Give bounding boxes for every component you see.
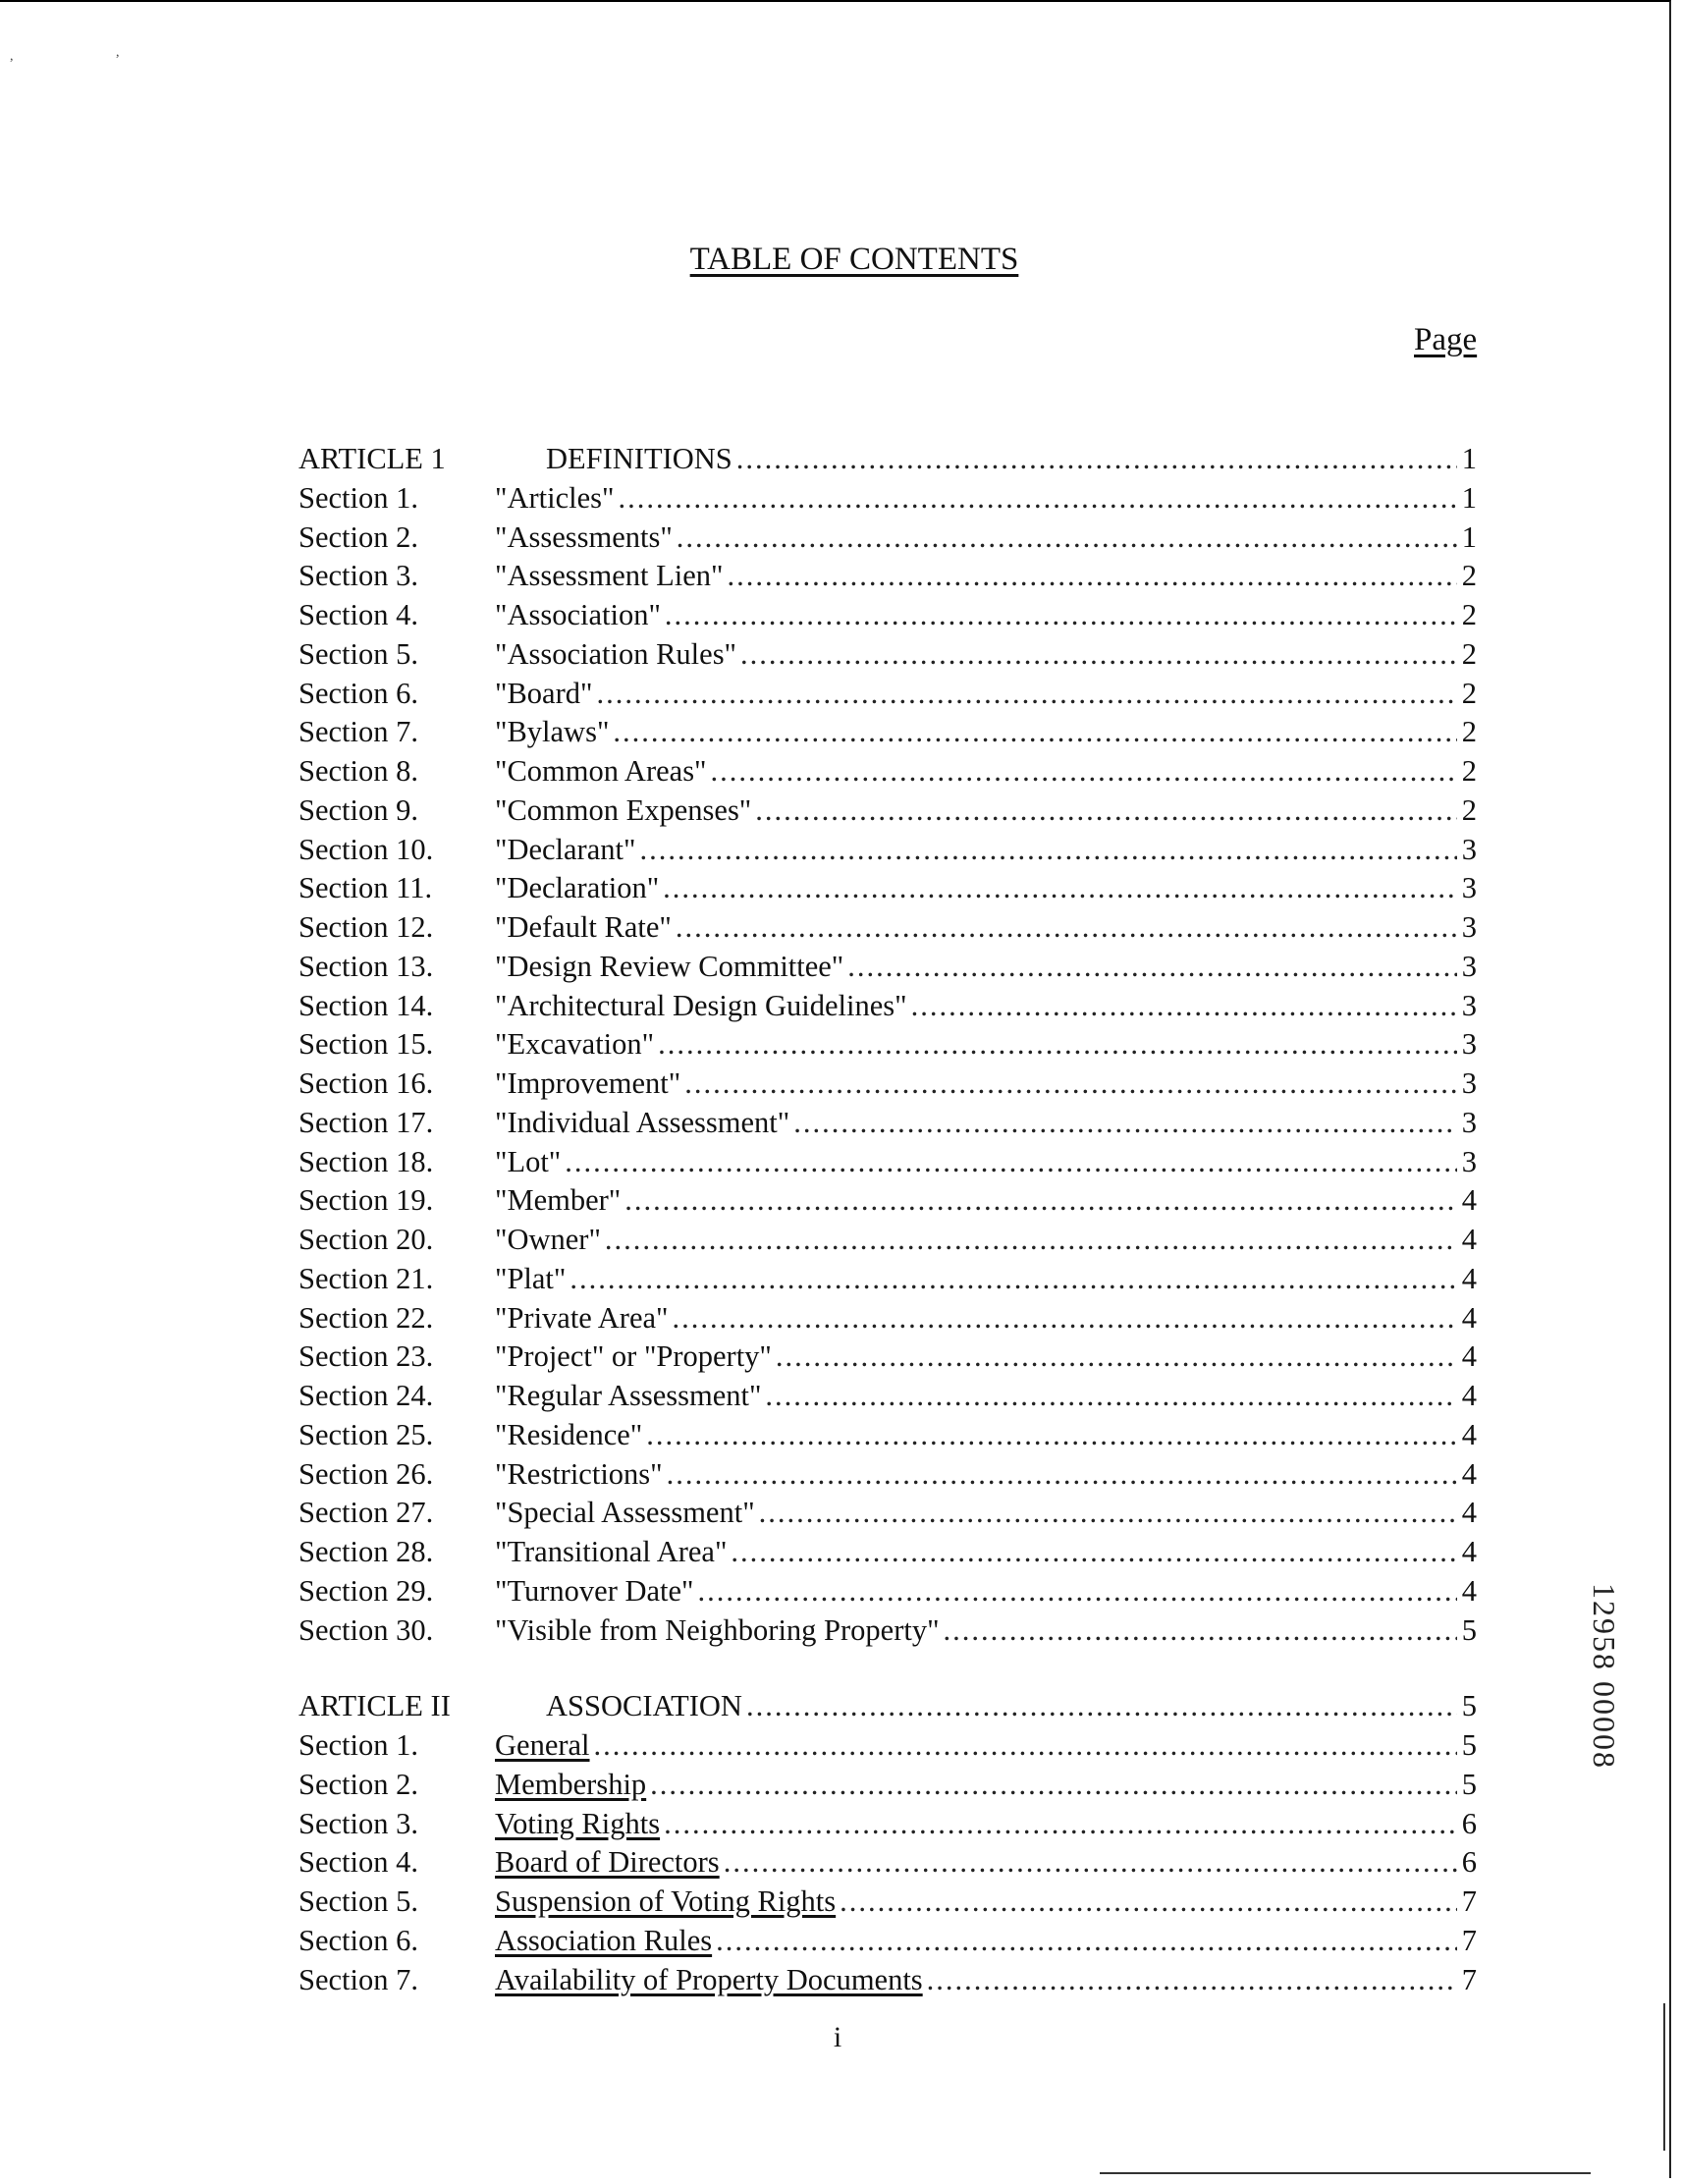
section-label: Section 29. — [298, 1573, 434, 1608]
toc-entry-row[interactable] — [298, 1805, 1477, 1844]
page-number: 1 — [1461, 480, 1477, 515]
dot-leader — [565, 1143, 1457, 1182]
section-label: Section 20. — [298, 1223, 434, 1256]
toc-entry-row[interactable] — [298, 948, 1477, 987]
table-of-contents — [298, 440, 1477, 2037]
section-title: "Residence" — [495, 1417, 643, 1451]
page-footer-number: i — [833, 2021, 842, 2053]
page-number: 2 — [1461, 792, 1477, 827]
section-title: "Board" — [495, 676, 593, 710]
article-title: DEFINITIONS — [546, 442, 732, 475]
section-label: Section 4. — [298, 598, 418, 631]
dot-leader — [677, 519, 1457, 558]
section-title: "Declarant" — [495, 832, 636, 866]
section-title: "Owner" — [495, 1223, 601, 1256]
toc-entry-row[interactable] — [298, 752, 1477, 792]
dot-leader — [793, 1104, 1457, 1143]
dot-leader — [944, 1611, 1457, 1651]
toc-entry-row[interactable] — [298, 1843, 1477, 1883]
section-title: "Design Review Committee" — [495, 949, 844, 983]
section-title: "Association" — [495, 598, 661, 631]
dot-leader — [755, 792, 1457, 831]
page-column-heading: Page — [1414, 322, 1478, 357]
page-number: 4 — [1461, 1573, 1477, 1608]
page-number: 5 — [1461, 1689, 1477, 1723]
section-title: Suspension of Voting Rights — [495, 1884, 837, 1918]
page-title: TABLE OF CONTENTS — [689, 242, 1019, 277]
page-number: 4 — [1461, 1456, 1477, 1491]
dot-leader — [639, 831, 1457, 870]
toc-entry-row[interactable] — [298, 1025, 1477, 1065]
section-label: Section 7. — [298, 1962, 418, 1996]
section-title: "Common Areas" — [495, 754, 707, 788]
page-number: 2 — [1461, 559, 1477, 593]
section-label: Section 24. — [298, 1379, 434, 1412]
page-number: 7 — [1461, 1962, 1477, 1996]
toc-entry-row[interactable] — [298, 635, 1477, 675]
section-label: Section 2. — [298, 1767, 418, 1801]
dot-leader — [759, 1494, 1457, 1533]
article-heading-row[interactable] — [298, 1687, 1477, 1726]
section-label: Section 1. — [298, 1728, 418, 1762]
dot-leader — [665, 596, 1457, 635]
dot-leader — [684, 1065, 1457, 1104]
toc-entry-row[interactable] — [298, 908, 1477, 948]
dot-leader — [664, 1805, 1457, 1844]
dot-leader — [731, 1533, 1457, 1572]
page-number: 3 — [1461, 949, 1477, 983]
page-number: 7 — [1461, 1884, 1477, 1918]
page-number: 2 — [1461, 754, 1477, 788]
dot-leader — [663, 869, 1457, 908]
toc-entry-row[interactable] — [298, 675, 1477, 714]
page-number: 4 — [1461, 1261, 1477, 1295]
page-number: 3 — [1461, 1027, 1477, 1062]
scan-edge-line — [1100, 2172, 1591, 2174]
dot-leader — [605, 1221, 1457, 1260]
page-number: 2 — [1461, 715, 1477, 749]
dot-leader — [711, 752, 1457, 792]
toc-entry-row[interactable] — [298, 1377, 1477, 1416]
page-number: 3 — [1461, 910, 1477, 944]
toc-entry-row[interactable] — [298, 1572, 1477, 1611]
page-number: 3 — [1461, 1144, 1477, 1178]
article-heading-row[interactable] — [298, 440, 1477, 479]
section-label: Section 14. — [298, 988, 434, 1022]
toc-entry-row[interactable] — [298, 987, 1477, 1026]
page-number: 2 — [1461, 598, 1477, 631]
section-title: "Common Expenses" — [495, 792, 752, 827]
dot-leader — [911, 987, 1457, 1026]
toc-entry-row[interactable] — [298, 1533, 1477, 1572]
article-label: ARTICLE 1 — [298, 442, 446, 475]
toc-entry-row[interactable] — [298, 519, 1477, 558]
toc-entry-row[interactable] — [298, 1181, 1477, 1221]
page-number: 6 — [1461, 1806, 1477, 1840]
section-label: Section 6. — [298, 1923, 418, 1957]
section-title: "Visible from Neighboring Property" — [495, 1612, 940, 1647]
document-number-stamp: 12958 00008 — [1587, 1583, 1622, 1770]
section-label: Section 5. — [298, 636, 418, 671]
toc-entry-row[interactable] — [298, 596, 1477, 635]
article-block — [298, 1687, 1477, 1999]
toc-entry-row[interactable] — [298, 1104, 1477, 1143]
dot-leader — [927, 1961, 1457, 2000]
section-title: "Excavation" — [495, 1027, 655, 1062]
section-title: "Assessment Lien" — [495, 559, 724, 593]
page-number: 4 — [1461, 1223, 1477, 1256]
toc-entry-row[interactable] — [298, 1143, 1477, 1182]
dot-leader — [676, 908, 1457, 948]
page-number: 4 — [1461, 1535, 1477, 1568]
section-label: Section 28. — [298, 1535, 434, 1568]
toc-entry-row[interactable] — [298, 713, 1477, 752]
dot-leader — [596, 675, 1457, 714]
section-label: Section 7. — [298, 715, 418, 749]
section-title: "Declaration" — [495, 871, 660, 905]
page-number: 4 — [1461, 1496, 1477, 1530]
section-title: "Transitional Area" — [495, 1535, 728, 1568]
article-title: ASSOCIATION — [546, 1689, 742, 1723]
dot-leader — [765, 1377, 1457, 1416]
section-title: "Lot" — [495, 1144, 562, 1178]
dot-leader — [724, 1843, 1457, 1883]
toc-entry-row[interactable] — [298, 1922, 1477, 1961]
dot-leader — [736, 440, 1457, 479]
dot-leader — [746, 1687, 1457, 1726]
dot-leader — [650, 1766, 1457, 1805]
section-label: Section 10. — [298, 832, 434, 866]
dot-leader — [727, 557, 1457, 596]
toc-entry-row[interactable] — [298, 1961, 1477, 2000]
toc-entry-row[interactable] — [298, 792, 1477, 831]
toc-entry-row[interactable] — [298, 1494, 1477, 1533]
dot-leader — [618, 479, 1457, 519]
toc-entry-row[interactable] — [298, 1065, 1477, 1104]
dot-leader — [716, 1922, 1457, 1961]
toc-entry-row[interactable] — [298, 1883, 1477, 1922]
page-number: 2 — [1461, 636, 1477, 671]
section-label: Section 26. — [298, 1456, 434, 1491]
dot-leader — [613, 713, 1457, 752]
page-number: 5 — [1461, 1612, 1477, 1647]
section-label: Section 12. — [298, 910, 434, 944]
dot-leader — [840, 1883, 1457, 1922]
section-title: "Architectural Design Guidelines" — [495, 988, 907, 1022]
page-number: 3 — [1461, 1105, 1477, 1139]
toc-entry-row[interactable] — [298, 1455, 1477, 1495]
section-title: "Plat" — [495, 1261, 567, 1295]
page-number: 1 — [1461, 442, 1477, 475]
section-title: "Turnover Date" — [495, 1573, 694, 1608]
section-title: "Restrictions" — [495, 1456, 663, 1491]
page-number: 3 — [1461, 1066, 1477, 1100]
toc-entry-row[interactable] — [298, 1221, 1477, 1260]
section-label: Section 17. — [298, 1105, 434, 1139]
dot-leader — [624, 1181, 1457, 1221]
dot-leader — [646, 1416, 1457, 1455]
section-label: Section 11. — [298, 871, 433, 905]
section-label: Section 5. — [298, 1884, 418, 1918]
section-label: Section 15. — [298, 1027, 434, 1062]
page-number: 4 — [1461, 1300, 1477, 1335]
dot-leader — [698, 1572, 1457, 1611]
article-label: ARTICLE II — [298, 1689, 451, 1723]
page-number: 4 — [1461, 1339, 1477, 1374]
page-number: 4 — [1461, 1183, 1477, 1218]
toc-entry-row[interactable] — [298, 1766, 1477, 1805]
section-label: Section 23. — [298, 1339, 434, 1374]
toc-entry-row[interactable] — [298, 1726, 1477, 1766]
page-number: 2 — [1461, 676, 1477, 710]
section-title: "Private Area" — [495, 1300, 669, 1335]
section-title: Voting Rights — [495, 1806, 661, 1840]
scan-speck: , — [10, 49, 14, 64]
toc-entry-row[interactable] — [298, 1416, 1477, 1455]
page-number: 5 — [1461, 1728, 1477, 1762]
dot-leader — [776, 1338, 1457, 1377]
page-number: 4 — [1461, 1379, 1477, 1412]
section-label: Section 19. — [298, 1183, 434, 1218]
section-label: Section 27. — [298, 1496, 434, 1530]
section-label: Section 1. — [298, 480, 418, 515]
page-number: 3 — [1461, 832, 1477, 866]
section-title: General — [495, 1728, 590, 1762]
section-label: Section 22. — [298, 1300, 434, 1335]
section-title: Availability of Property Documents — [495, 1962, 923, 1996]
section-label: Section 30. — [298, 1612, 434, 1647]
section-title: "Bylaws" — [495, 715, 610, 749]
dot-leader — [658, 1025, 1457, 1065]
toc-entry-row[interactable] — [298, 1260, 1477, 1299]
dot-leader — [667, 1455, 1457, 1495]
page-number: 3 — [1461, 871, 1477, 905]
section-list — [298, 1726, 1477, 1999]
toc-entry-row[interactable] — [298, 479, 1477, 519]
dot-leader — [594, 1726, 1457, 1766]
page-number: 7 — [1461, 1923, 1477, 1957]
section-title: "Regular Assessment" — [495, 1379, 762, 1412]
section-label: Section 3. — [298, 1806, 418, 1840]
scan-speck: , — [116, 45, 120, 60]
section-label: Section 2. — [298, 519, 418, 554]
section-title: Membership — [495, 1767, 647, 1801]
section-label: Section 16. — [298, 1066, 434, 1100]
dot-leader — [740, 635, 1457, 675]
page-number: 4 — [1461, 1417, 1477, 1451]
section-title: "Special Assessment" — [495, 1496, 755, 1530]
section-title: "Project" or "Property" — [495, 1339, 772, 1374]
section-label: Section 3. — [298, 559, 418, 593]
section-label: Section 25. — [298, 1417, 434, 1451]
toc-entry-row[interactable] — [298, 557, 1477, 596]
section-list — [298, 479, 1477, 1651]
page-number: 5 — [1461, 1767, 1477, 1801]
section-title: "Improvement" — [495, 1066, 681, 1100]
section-title: "Articles" — [495, 480, 615, 515]
dot-leader — [569, 1260, 1457, 1299]
section-label: Section 21. — [298, 1261, 434, 1295]
toc-entry-row[interactable] — [298, 831, 1477, 870]
section-label: Section 8. — [298, 754, 418, 788]
toc-entry-row[interactable] — [298, 1299, 1477, 1338]
toc-entry-row[interactable] — [298, 1338, 1477, 1377]
page-number: 6 — [1461, 1845, 1477, 1880]
toc-entry-row[interactable] — [298, 1611, 1477, 1651]
section-title: Board of Directors — [495, 1845, 720, 1880]
section-label: Section 9. — [298, 792, 418, 827]
section-title: "Association Rules" — [495, 636, 737, 671]
toc-entry-row[interactable] — [298, 869, 1477, 908]
section-title: Association Rules — [495, 1923, 713, 1957]
dot-leader — [847, 948, 1457, 987]
section-title: "Member" — [495, 1183, 622, 1218]
section-label: Section 13. — [298, 949, 434, 983]
section-title: "Default Rate" — [495, 910, 672, 944]
section-label: Section 18. — [298, 1144, 434, 1178]
section-label: Section 6. — [298, 676, 418, 710]
section-title: "Assessments" — [495, 519, 673, 554]
page-number: 3 — [1461, 988, 1477, 1022]
article-block — [298, 440, 1477, 1650]
dot-leader — [673, 1299, 1458, 1338]
section-label: Section 4. — [298, 1845, 418, 1880]
page-number: 1 — [1461, 519, 1477, 554]
section-title: "Individual Assessment" — [495, 1105, 790, 1139]
